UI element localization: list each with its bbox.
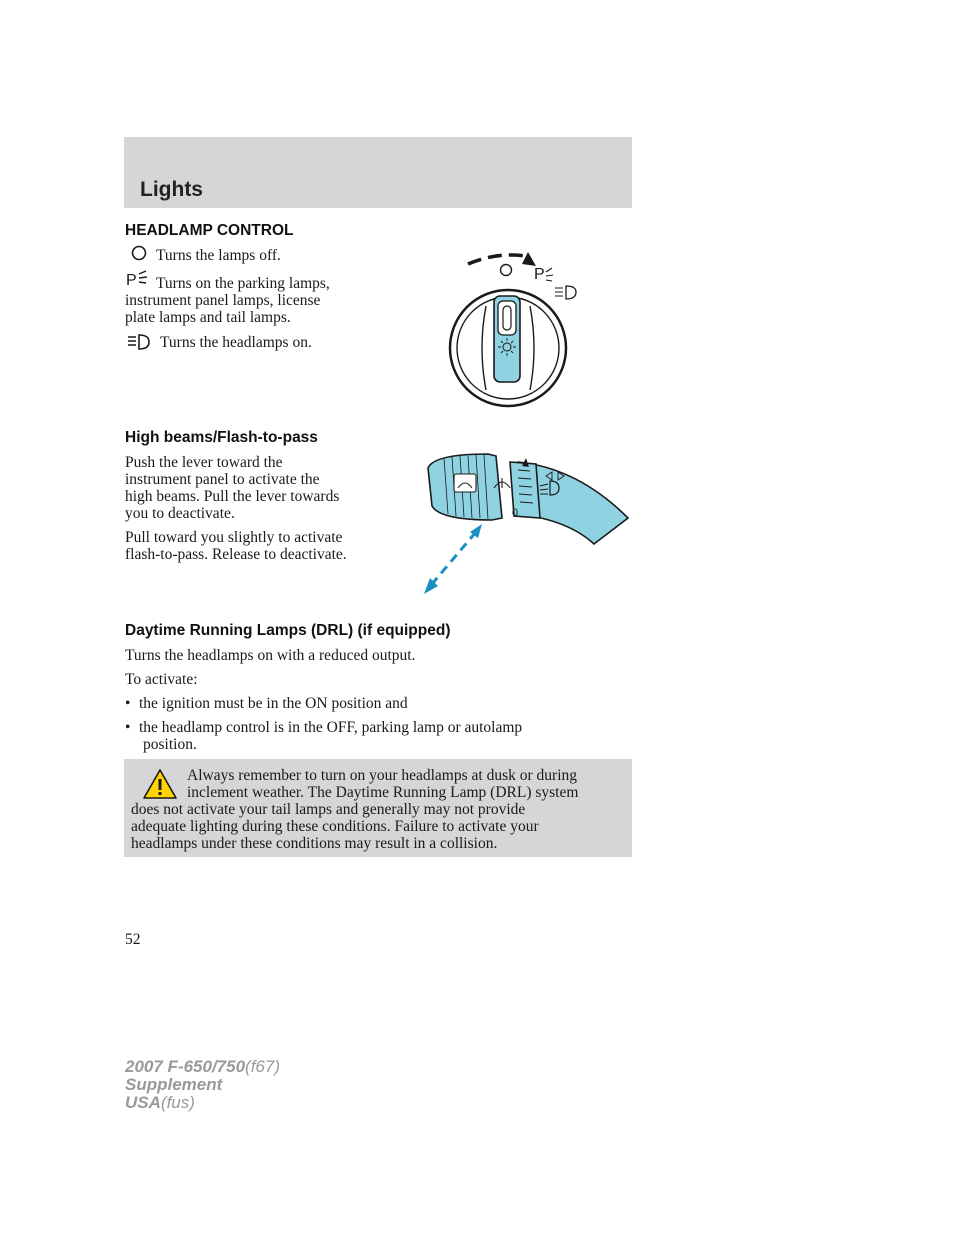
headlamps-icon: [125, 332, 151, 352]
footer-model-code: (f67): [245, 1057, 281, 1076]
drl-intro: Turns the headlamps on with a reduced output.: [125, 647, 416, 664]
drl-heading: Daytime Running Lamps (DRL) (if equipped): [125, 622, 451, 639]
drl-to-activate: To activate:: [125, 671, 198, 688]
footer-model: 2007 F-650/750: [125, 1057, 246, 1076]
park-description-line1: Turns on the parking lamps,: [156, 275, 330, 292]
svg-text:P: P: [126, 272, 137, 289]
bullet-dot: •: [125, 719, 131, 736]
high-beams-p1-line1: Push the lever toward the: [125, 454, 283, 471]
warning-line5: headlamps under these conditions may result in a collision.: [131, 835, 498, 852]
multifunction-lever-illustration: [418, 448, 632, 602]
off-description: Turns the lamps off.: [156, 247, 281, 264]
headlamp-heading: HEADLAMP CONTROL: [125, 222, 294, 239]
warning-line2: inclement weather. The Daytime Running Lamp (DRL) system: [187, 784, 579, 801]
parking-lamps-icon: [125, 269, 151, 289]
warning-triangle-icon: [141, 767, 179, 801]
footer-region: USA: [125, 1093, 161, 1112]
warning-line3: does not activate your tail lamps and generally may not provide: [131, 801, 526, 818]
high-beams-p1-line4: you to deactivate.: [125, 505, 235, 522]
warning-line1: Always remember to turn on your headlamps at dusk or during: [187, 767, 577, 784]
drl-bullet-2-line2: position.: [143, 736, 197, 753]
footer-region-code: (fus): [160, 1093, 195, 1112]
lever-zero-label: 0: [512, 507, 519, 519]
lamps-off-icon: [127, 244, 153, 264]
bullet-1-text: the ignition must be in the ON position and: [139, 695, 408, 712]
high-beams-p1-line3: high beams. Pull the lever towards: [125, 488, 340, 505]
footer-imprint: [125, 1058, 280, 1112]
high-beams-heading: High beams/Flash-to-pass: [125, 429, 318, 446]
high-beams-p2-line1: Pull toward you slightly to activate: [125, 529, 343, 546]
section-title: Lights: [140, 178, 203, 201]
high-beams-p1-line2: instrument panel to activate the: [125, 471, 320, 488]
high-beams-p2-line2: flash-to-pass. Release to deactivate.: [125, 546, 347, 563]
drl-bullet-2: [125, 719, 522, 737]
headlamp-dial-illustration: [440, 248, 600, 418]
drl-bullet-1: [125, 695, 408, 713]
footer-supplement: Supplement: [125, 1075, 223, 1094]
bullet-2-text: the headlamp control is in the OFF, parking lamp or autolamp: [139, 719, 523, 736]
warning-line4: adequate lighting during these conditions. Failure to activate your: [131, 818, 539, 835]
headlamps-description: Turns the headlamps on.: [160, 334, 312, 351]
page-number: 52: [125, 931, 141, 948]
park-description-line2: instrument panel lamps, license: [125, 292, 321, 309]
park-description-line3: plate lamps and tail lamps.: [125, 309, 291, 326]
dial-park-label: P: [534, 266, 545, 283]
bullet-dot: •: [125, 695, 131, 712]
